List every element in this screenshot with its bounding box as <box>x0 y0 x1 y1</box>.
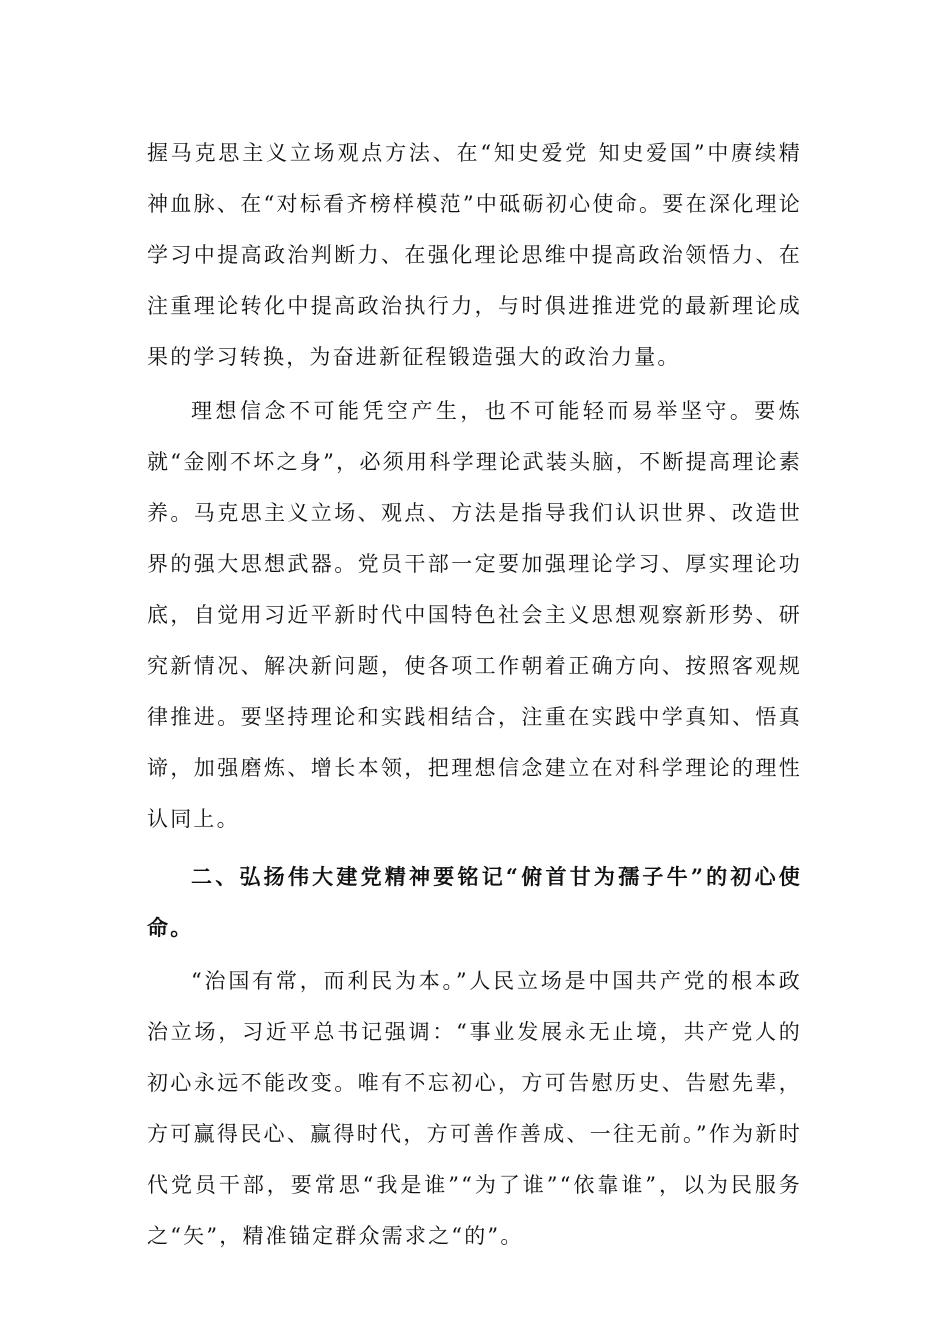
document-page <box>147 128 802 1262</box>
paragraph-people-stance: “治国有常，而利民为本。”人民立场是中国共产党的根本政治立场，习近平总书记强调：“事业发展永无止境，共产党人的初心永远不能改变。唯有不忘初心，方可告慰历史、告慰先辈，方可赢得民心、赢得时代，方可善作善成、一往无前。”作为新时代党员干部，要常思“我是谁”“为了谁”“依靠谁”，以为民服务之“矢”，精准锚定群众需求之“的”。 <box>147 969 802 1248</box>
section-heading-2: 二、弘扬伟大建党精神要铭记“俯首甘为孺子牛”的初心使命。 <box>147 864 802 940</box>
paragraph-ideals-and-beliefs: 理想信念不可能凭空产生，也不可能轻而易举坚守。要炼就“金刚不坏之身”，必须用科学理论武装头脑，不断提高理论素养。马克思主义立场、观点、方法是指导我们认识世界、改造世界的强大思想武器。党员干部一定要加强理论学习、厚实理论功底，自觉用习近平新时代中国特色社会主义思想观察新形势、研究新情况、解决新问题，使各项工作朝着正确方向、按照客观规律推进。要坚持理论和实践相结合，注重在实践中学真知、悟真谛，加强磨炼、增长本领，把理想信念建立在对科学理论的理性认同上。 <box>147 399 802 831</box>
paragraph-continuation: 握马克思主义立场观点方法、在“知史爱党 知史爱国”中赓续精神血脉、在“对标看齐榜样模范”中砥砺初心使命。要在深化理论学习中提高政治判断力、在强化理论思维中提高政治领悟力、在注重理论转化中提高政治执行力，与时俱进推进党的最新理论成果的学习转换，为奋进新征程锻造强大的政治力量。 <box>147 141 802 369</box>
